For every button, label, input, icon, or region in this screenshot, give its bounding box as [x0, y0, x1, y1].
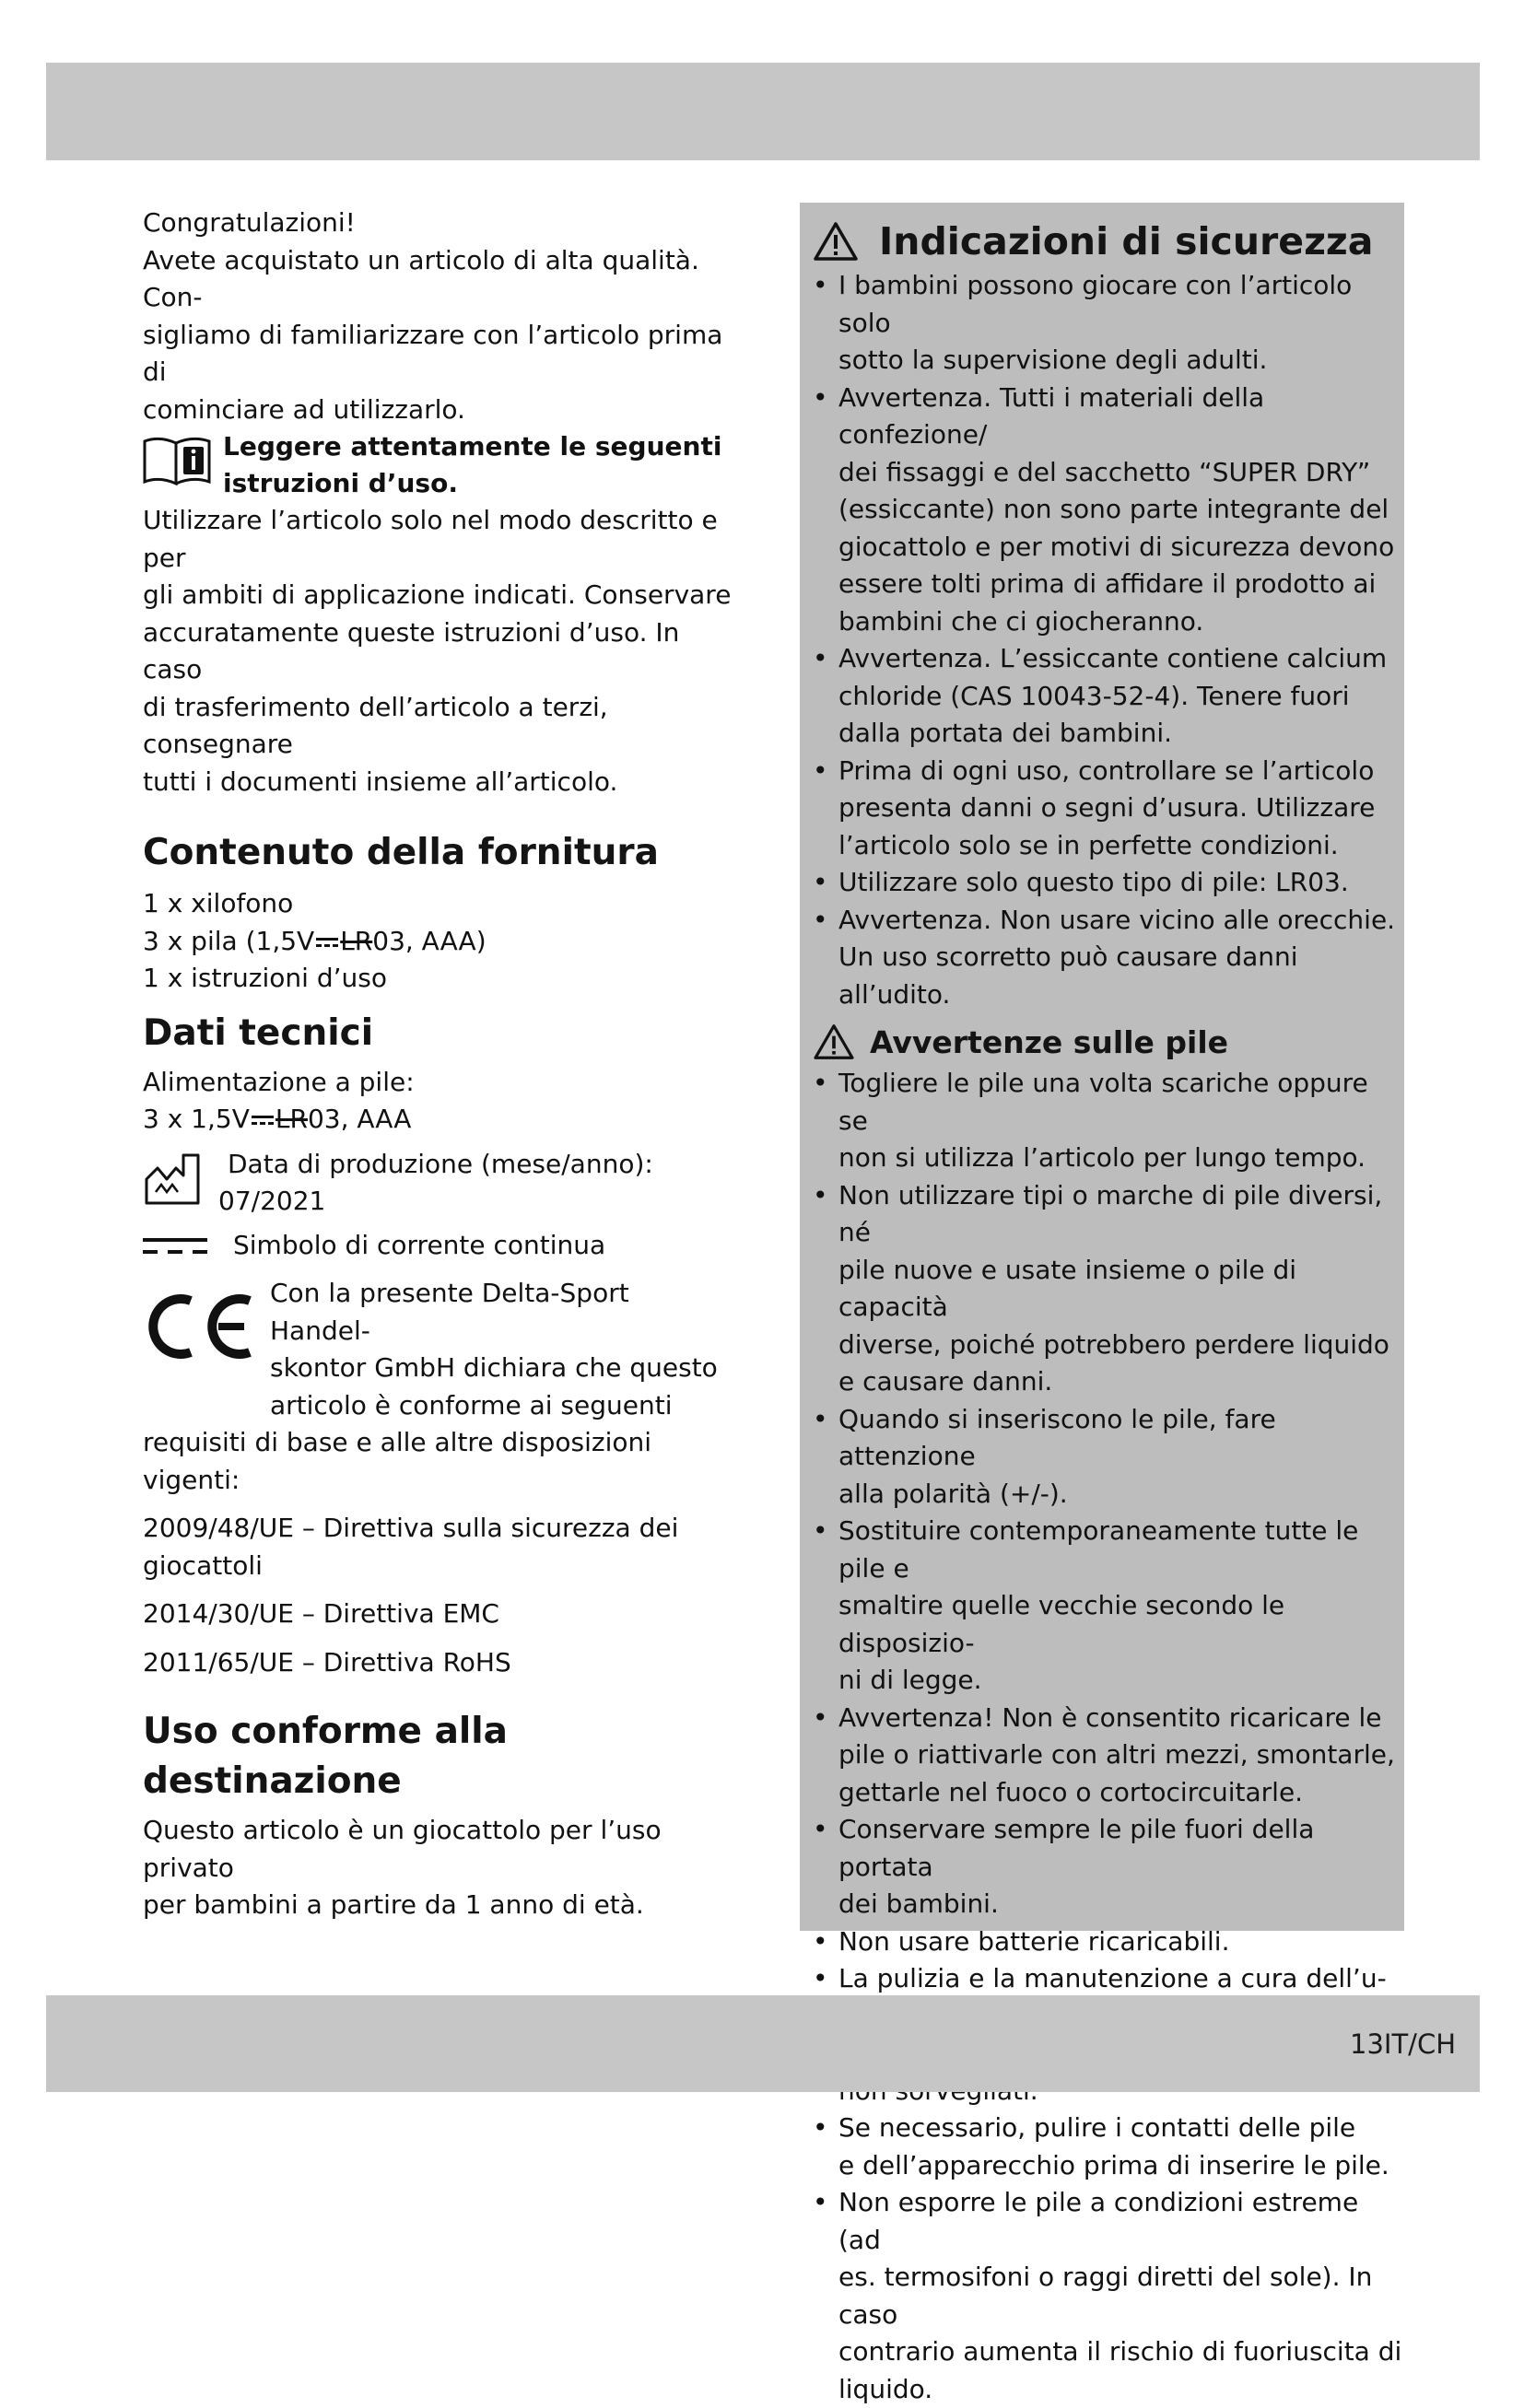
battery-heading: Avvertenze sulle pile: [870, 1023, 1229, 1060]
notice-text: [223, 428, 733, 502]
text-line: Avvertenza. Non usare vicino alle orecchie.: [838, 904, 1396, 935]
manufacture-date-icon: [143, 1151, 202, 1207]
text-line: presenta danni o segni d’usura. Utilizzare: [838, 792, 1376, 823]
text-line: I bambini possono giocare con l’articolo solo: [838, 270, 1353, 338]
text-line: articolo è conforme ai seguenti: [270, 1389, 673, 1420]
list-item: [838, 640, 1404, 753]
text-line: Utilizzare solo questo tipo di pile: LR03.: [838, 867, 1349, 897]
text-line: dei fissaggi e del sacchetto “SUPER DRY”: [838, 456, 1371, 487]
list-item: [838, 902, 1404, 1014]
greeting: Congratulazioni!: [143, 207, 356, 238]
text-line: per bambini a partire da 1 anno di età.: [143, 1889, 644, 1920]
text-line: Avvertenza. L’essiccante contiene calcium: [838, 643, 1388, 673]
intro-paragraph: [143, 242, 733, 429]
usage-paragraph: [143, 502, 733, 801]
list-item: [838, 1700, 1404, 1812]
text-line: alla polarità (+/-).: [838, 1478, 1068, 1509]
supply-heading: Contenuto della fornitura: [143, 832, 659, 873]
text-line: e causare danni.: [838, 1366, 1053, 1397]
directive-toys: [143, 1510, 733, 1584]
header-band: [46, 63, 1480, 160]
text-line: bambini che ci giocheranno.: [838, 605, 1204, 637]
supply-item: 1 x istruzioni d’uso: [143, 963, 387, 993]
list-item: [838, 864, 1404, 902]
text-line: Questo articolo è un giocattolo per l’uso privato: [143, 1815, 662, 1883]
text-line: skontor GmbH dichiara che questo: [270, 1352, 718, 1383]
text-line: Se necessario, pulire i contatti delle pile: [838, 2112, 1356, 2143]
text-line: dei bambini.: [838, 1888, 999, 1919]
text-part: 03, AAA: [307, 1104, 412, 1134]
list-item: [838, 380, 1404, 641]
text-line: cominciare ad utilizzarlo.: [143, 393, 465, 425]
text-line: giocattoli: [143, 1549, 263, 1581]
text-line: pile nuove e usate insieme o pile di capacità: [838, 1254, 1297, 1322]
text-line: Leggere attentamente le seguenti: [223, 431, 722, 462]
text-line: accuratamente queste istruzioni d’uso. In caso: [143, 616, 680, 684]
text-line: smaltire quelle vecchie secondo le disposizio-: [838, 1590, 1285, 1658]
text-line: es. termosifoni o raggi diretti del sole). In caso: [838, 2262, 1373, 2330]
dc-symbol-row: [143, 1227, 733, 1265]
text-part: 3 x 1,5V: [143, 1104, 250, 1134]
supply-item: [143, 923, 733, 961]
text-line: Uso conforme alla: [143, 1711, 508, 1752]
text-line: l’articolo solo se in perfette condizioni.: [838, 829, 1339, 860]
text-line: dalla portata dei bambini.: [838, 718, 1173, 748]
dc-symbol-icon: [316, 933, 338, 952]
warning-icon: [813, 1023, 855, 1060]
read-instructions-notice: [143, 428, 733, 502]
production-date: 07/2021: [218, 1185, 326, 1216]
list-item: [838, 267, 1404, 380]
text-line: Non usare batterie ricaricabili.: [838, 1925, 1230, 1957]
warning-icon: [813, 221, 859, 262]
text-line: Utilizzare l’articolo solo nel modo descritto e per: [143, 505, 718, 573]
text-line: Avete acquistato un articolo di alta qualità. Con-: [143, 244, 699, 312]
text-line: Prima di ogni uso, controllare se l’articolo: [838, 754, 1375, 786]
text-line: Togliere le pile una volta scariche oppure se: [838, 1068, 1368, 1136]
production-label: Data di produzione (mese/anno):: [228, 1148, 653, 1179]
text-line: Conservare sempre le pile fuori della portata: [838, 1814, 1315, 1882]
text-line: (essiccante) non sono parte integrante del: [838, 494, 1389, 524]
text-line: tutti i documenti insieme all’articolo.: [143, 766, 618, 797]
safety-list: [800, 267, 1404, 1013]
text-line: Con la presente Delta-Sport Handel-: [270, 1278, 629, 1346]
battery-heading-row: [800, 1019, 1404, 1065]
text-line: e dell’apparecchio prima di inserire le pile.: [838, 2149, 1389, 2180]
intended-use-text: [143, 1812, 733, 1924]
text-line: diverse, poiché potrebbero perdere liquido: [838, 1328, 1389, 1360]
text-line: contrario aumenta il rischio di fuoriuscita di: [838, 2336, 1402, 2367]
list-item: [838, 753, 1404, 865]
text-line: La pulizia e la manutenzione a cura dell’u-: [838, 1963, 1387, 1993]
text-line: chloride (CAS 10043-52-4). Tenere fuori: [838, 680, 1350, 711]
battery-list: [800, 1065, 1404, 2408]
dc-label: Simbolo di corrente continua: [233, 1229, 606, 1260]
text-line: giocattolo e per motivi di sicurezza devono: [838, 531, 1395, 562]
text-line: di trasferimento dell’articolo a terzi, consegnare: [143, 691, 608, 759]
list-item: [838, 1513, 1404, 1700]
list-item: [838, 1923, 1404, 1961]
directive-rohs: 2011/65/UE – Direttiva RoHS: [143, 1646, 511, 1677]
text-line: Quando si inseriscono le pile, fare attenzione: [838, 1403, 1276, 1471]
directive-emc: 2014/30/UE – Direttiva EMC: [143, 1598, 499, 1629]
text-line: Sostituire contemporaneamente tutte le pile e: [838, 1515, 1359, 1584]
text-line: Non esporre le pile a condizioni estreme (ad: [838, 2187, 1359, 2255]
power-value: [143, 1101, 733, 1139]
text-line: Avvertenza. Tutti i materiali della confezione/: [838, 381, 1265, 450]
safety-heading-row: [800, 203, 1404, 267]
text-line: liquido.: [838, 2373, 933, 2404]
text-line: essere tolti prima di affidare il prodotto ai: [838, 568, 1377, 599]
footer-band: [46, 1995, 1480, 2092]
left-column: [143, 205, 733, 1924]
text-line: non si utilizza l’articolo per lungo tempo.: [838, 1142, 1366, 1173]
dc-symbol-icon: [252, 1111, 274, 1129]
text-line: istruzioni d’uso.: [223, 468, 458, 498]
text-line: 2009/48/UE – Direttiva sulla sicurezza dei: [143, 1513, 679, 1543]
ce-continuation: requisiti di base e alle altre disposizioni vigenti:: [143, 1427, 652, 1495]
list-item: [838, 1177, 1404, 1401]
power-label: Alimentazione a pile:: [143, 1066, 415, 1097]
text-line: destinazione: [143, 1760, 402, 1802]
battery-code: LR: [340, 925, 373, 956]
list-item: [838, 1401, 1404, 1514]
list-item: [838, 1065, 1404, 1177]
battery-code: LR: [275, 1104, 308, 1134]
supply-item: 1 x xilofono: [143, 888, 294, 918]
text-line: Un uso scorretto può causare danni all’udito.: [838, 941, 1298, 1010]
list-item: [838, 2184, 1404, 2408]
text-line: gli ambiti di applicazione indicati. Conservare: [143, 579, 732, 610]
text-line: gettarle nel fuoco o cortocircuitarle.: [838, 1776, 1304, 1807]
tech-heading: Dati tecnici: [143, 1011, 374, 1054]
list-item: [838, 1811, 1404, 1923]
list-item: [838, 2110, 1404, 2184]
intended-use-heading: [143, 1707, 733, 1806]
production-date-row: [143, 1139, 733, 1220]
ce-mark-icon: [145, 1290, 255, 1363]
text-line: sotto la supervisione degli adulti.: [838, 345, 1268, 375]
text-line: Non utilizzare tipi o marche di pile diversi, né: [838, 1179, 1383, 1247]
page-number: 13IT/CH: [1350, 2028, 1456, 2060]
text-line: pile o riattivarle con altri mezzi, smontarle,: [838, 1739, 1395, 1770]
text-line: Avvertenza! Non è consentito ricaricare le: [838, 1701, 1382, 1733]
text-part: 3 x pila (1,5V: [143, 925, 315, 956]
read-manual-icon: [141, 434, 213, 487]
safety-heading: Indicazioni di sicurezza: [879, 219, 1374, 263]
text-part: 03, AAA): [372, 925, 487, 956]
text-line: ni di legge.: [838, 1665, 982, 1695]
text-line: sigliamo di familiarizzare con l’articolo prima di: [143, 319, 723, 387]
ce-row: [143, 1275, 733, 1424]
direct-current-icon: [143, 1235, 207, 1257]
